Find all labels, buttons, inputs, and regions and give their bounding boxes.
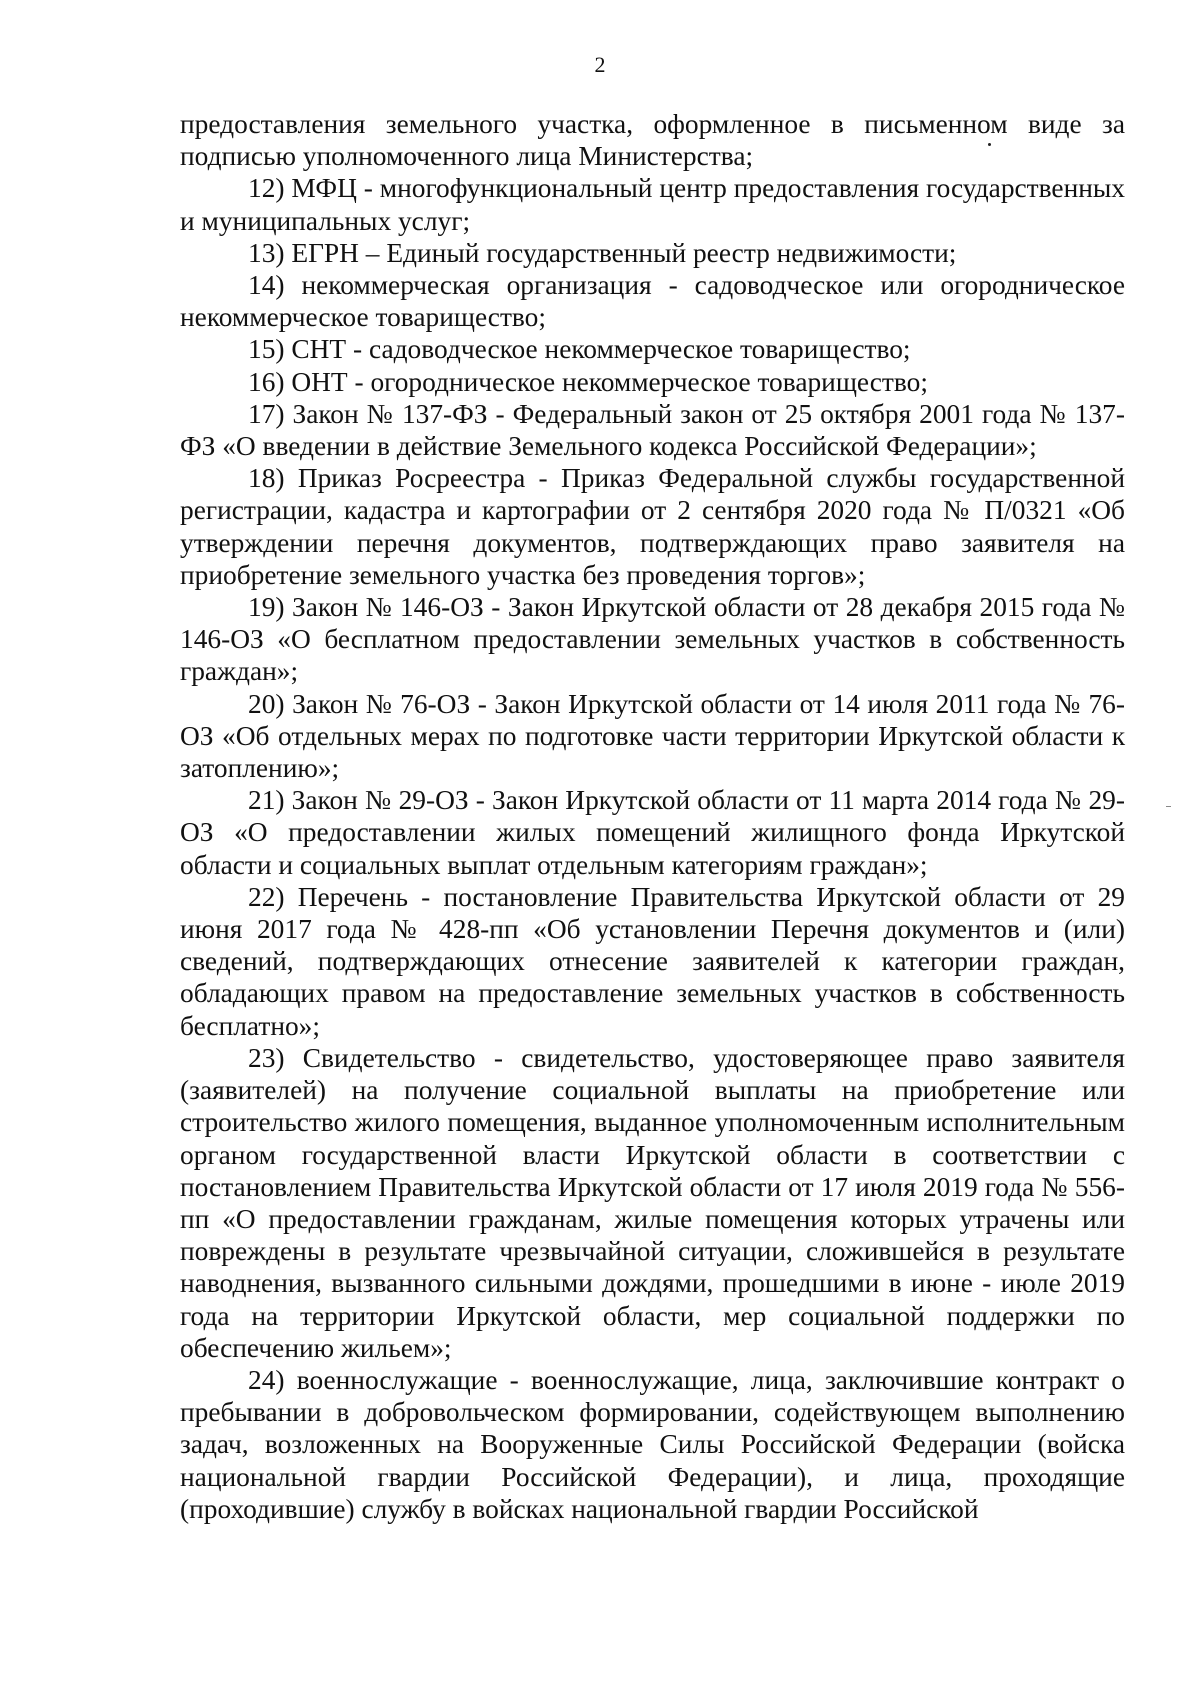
definition-item-19: 19) Закон № 146-ОЗ - Закон Иркутской области от 28 декабря 2015 года № 146-ОЗ «О бесплатном предоставлении земельных участков в собственность граждан»; (180, 592, 1125, 687)
definition-item-16: 16) ОНТ - огородническое некоммерческое товарищество; (248, 366, 928, 397)
definition-item-14: 14) некоммерческая организация - садоводческое или огородническое некоммерческое товарищество; (180, 270, 1125, 333)
definition-item-23: 23) Свидетельство - свидетельство, удостоверяющее право заявителя (заявителей) на получение социальной выплаты на приобретение или строительство жилого помещения, выданное уполномоченным исполнительным органом государственной власти Иркутской области в соответствии с постановлением Правительства Иркутской области от 17 июля 2019 года № 556-пп «О предоставлении гражданам, жилые помещения которых утрачены или повреждены в результате чрезвычайной ситуации, сложившейся в результате наводнения, вызванного сильными дождями, прошедшими в июне - июле 2019 года на территории Иркутской области, мер социальной поддержки по обеспечению жильем»; (180, 1042, 1125, 1363)
definition-item-12: 12) МФЦ - многофункциональный центр предоставления государственных и муниципальных услуг; (180, 173, 1125, 236)
page-number: 2 (594, 52, 606, 77)
definition-item-18: 18) Приказ Росреестра - Приказ Федеральной службы государственной регистрации, кадастра и картографии от 2 сентября 2020 года № П/0321 «Об утверждении перечня документов, подтверждающих право заявителя на приобретение земельного участка без проведения торгов»; (180, 463, 1125, 590)
definition-item-21: 21) Закон № 29-ОЗ - Закон Иркутской области от 11 марта 2014 года № 29-ОЗ «О предоставлении жилых помещений жилищного фонда Иркутской области и социальных выплат отдельным категориям граждан»; (180, 785, 1125, 880)
paragraph-continuation: предоставления земельного участка, оформленное в письменном виде за подписью уполномоченного лица Министерства; (180, 109, 1125, 172)
document-body (180, 108, 1125, 1525)
definition-item-17: 17) Закон № 137-ФЗ - Федеральный закон от 25 октября 2001 года № 137-ФЗ «О введении в действие Земельного кодекса Российской Федерации»; (180, 398, 1125, 462)
definition-item-20: 20) Закон № 76-ОЗ - Закон Иркутской области от 14 июля 2011 года № 76-ОЗ «Об отдельных мерах по подготовке части территории Иркутской области к затоплению»; (180, 688, 1125, 784)
definition-item-13: 13) ЕГРН – Единый государственный реестр недвижимости; (248, 237, 957, 268)
definition-item-24: 24) военнослужащие - военнослужащие, лица, заключившие контракт о пребывании в добровольческом формировании, содействующем выполнению задач, возложенных на Вооруженные Силы Российской Федерации (войска национальной гвардии Российской Федерации), и лица, проходящие (проходившие) службу в войсках национальной гвардии Российской (180, 1364, 1125, 1524)
definition-item-22: 22) Перечень - постановление Правительства Иркутской области от 29 июня 2017 года № 428-пп «Об установлении Перечня документов и (или) сведений, подтверждающих отнесение заявителей к категории граждан, обладающих правом на предоставление земельных участков в собственность бесплатно»; (180, 881, 1125, 1041)
definition-item-15: 15) СНТ - садоводческое некоммерческое товарищество; (248, 334, 911, 365)
scan-margin-mark (1166, 806, 1171, 807)
